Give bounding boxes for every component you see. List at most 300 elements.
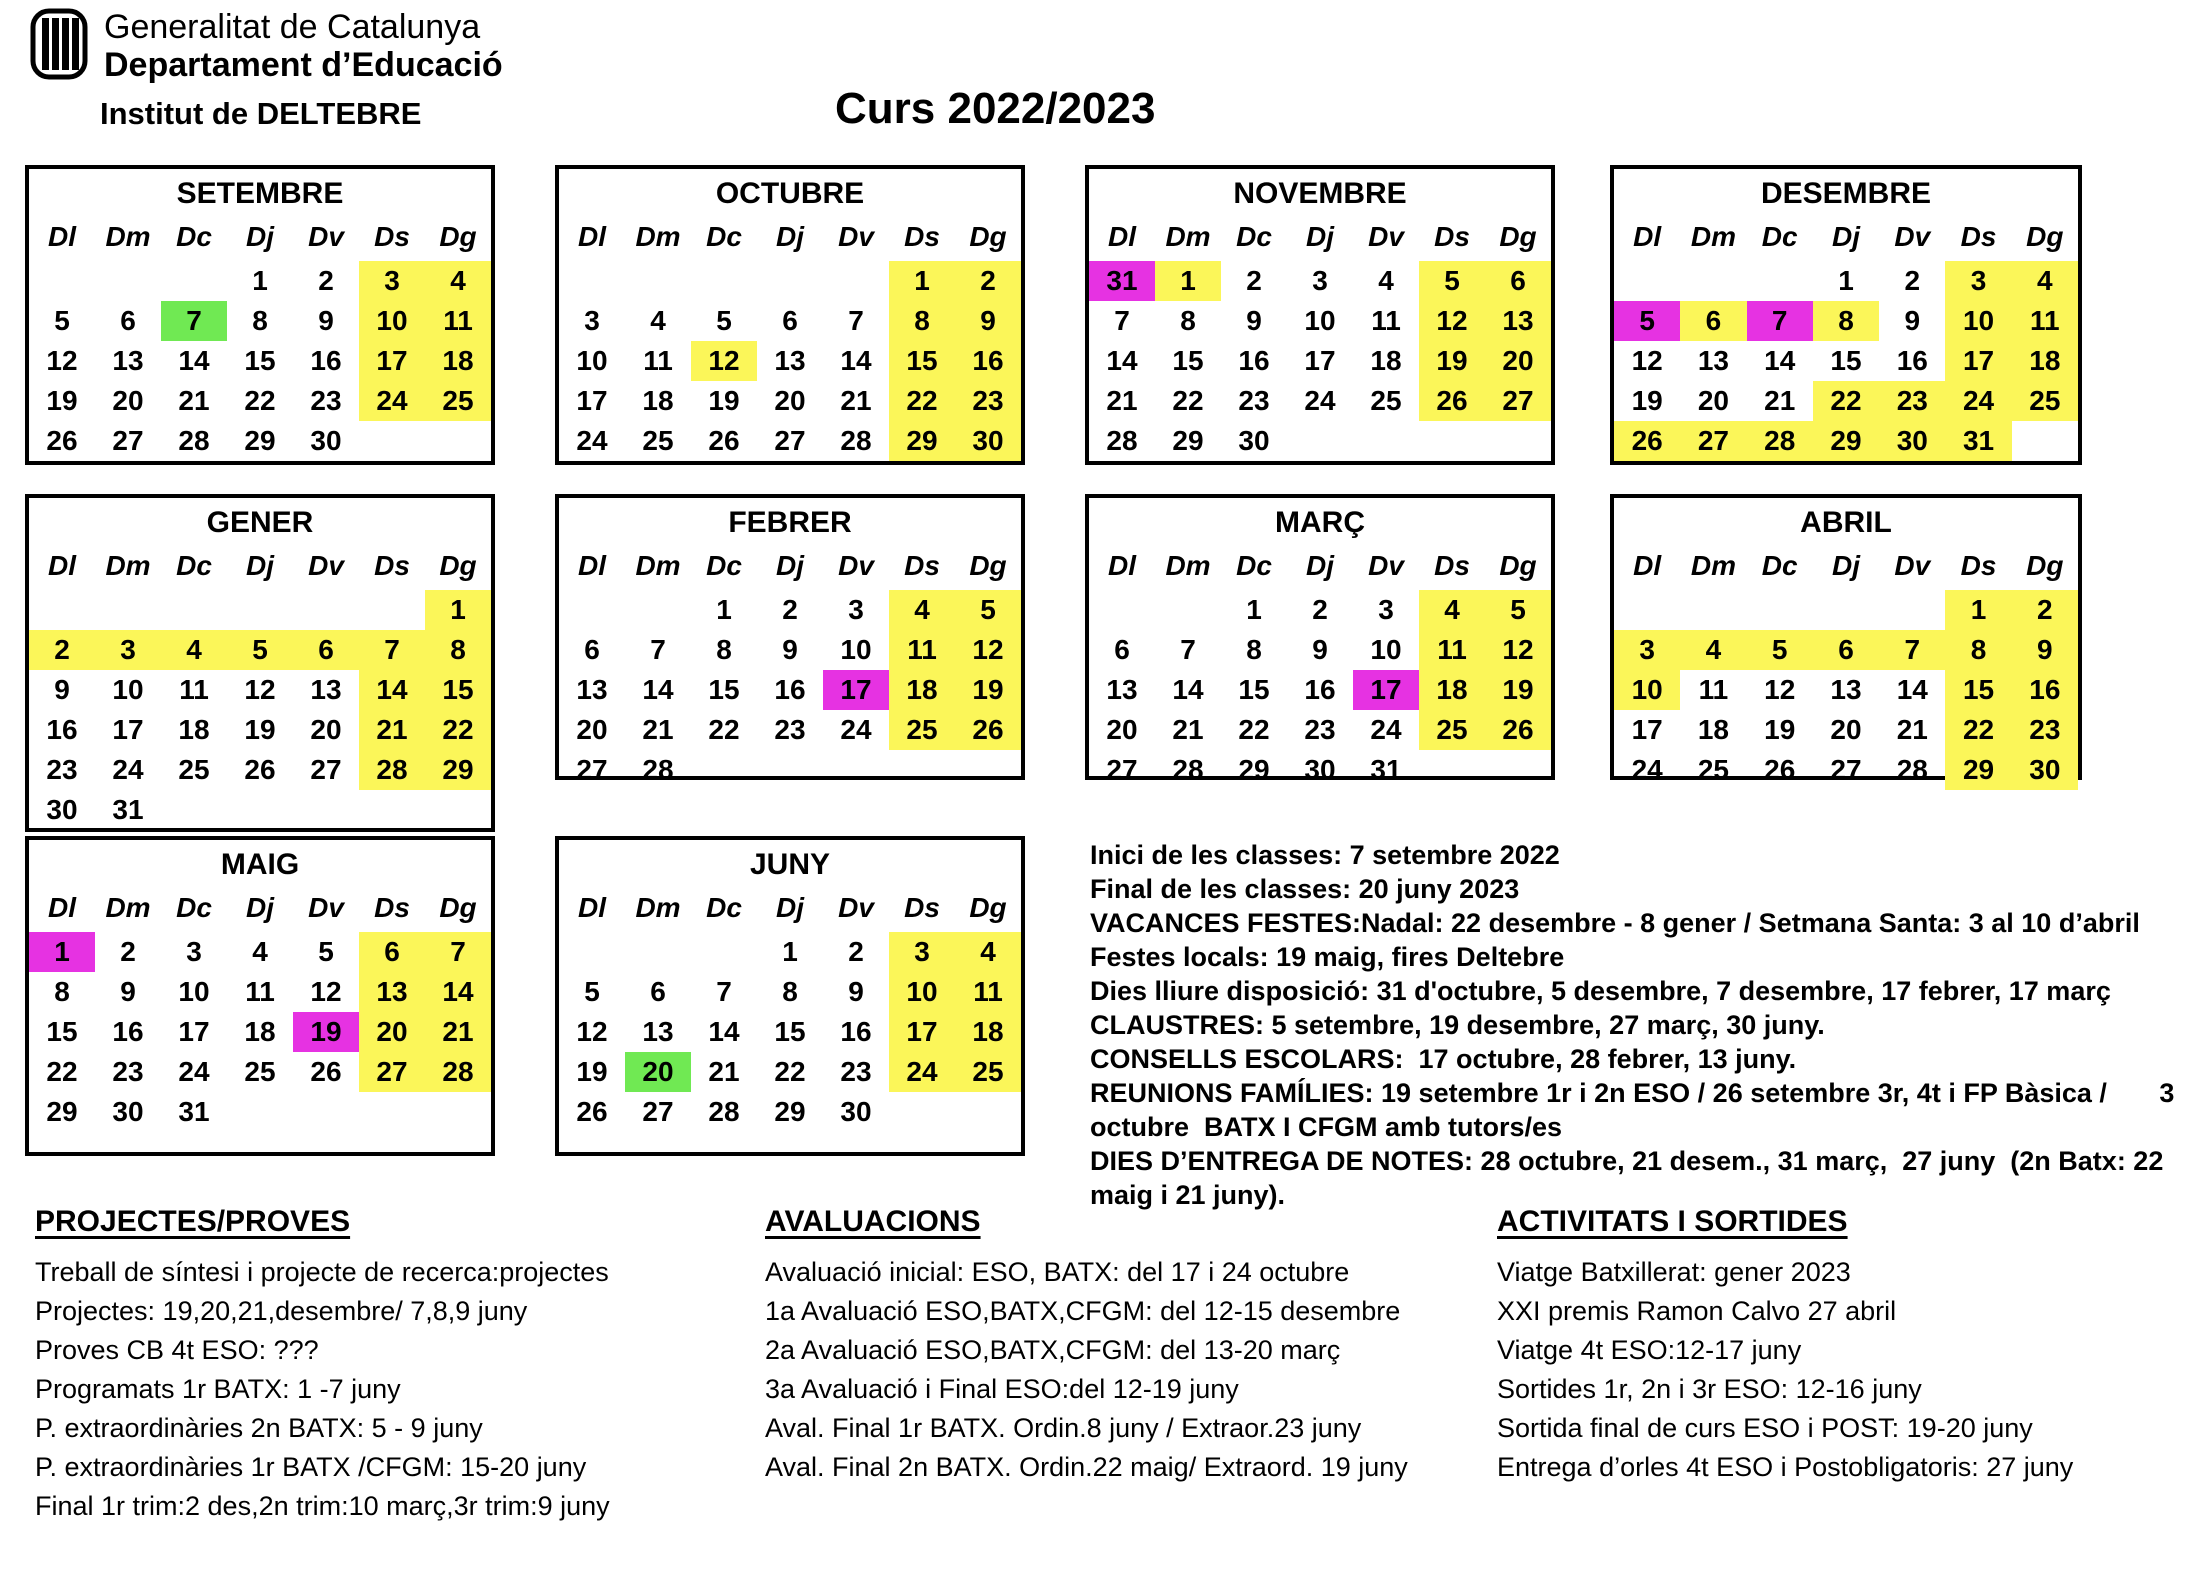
month-title: MARÇ — [1275, 506, 1365, 539]
month-title: ABRIL — [1800, 506, 1892, 539]
day-cell: 7 — [359, 630, 425, 670]
day-cell — [1747, 261, 1813, 301]
day-cell: 27 — [774, 425, 806, 456]
day-cell: 15 — [1172, 345, 1204, 376]
weekday-header: Dj — [246, 221, 274, 252]
day-cell: 25 — [2012, 381, 2078, 421]
day-cell: 22 — [889, 381, 955, 421]
school-name: Institut de DELTEBRE — [100, 96, 422, 131]
day-cell: 4 — [1419, 590, 1485, 630]
day-cell: 29 — [46, 1096, 78, 1127]
day-cell: 20 — [576, 714, 608, 745]
list-item: Sortides 1r, 2n i 3r ESO: 12-16 juny — [1497, 1374, 1922, 1404]
day-cell: 5 — [716, 305, 732, 336]
day-cell: 30 — [2012, 750, 2078, 790]
weekday-header: Dv — [308, 221, 344, 252]
weekday-header: Dc — [706, 892, 742, 923]
day-cell — [359, 1092, 425, 1132]
day-cell — [227, 1092, 293, 1132]
day-cell: 24 — [359, 381, 425, 421]
weekday-header: Dm — [1165, 550, 1211, 581]
day-cell: 14 — [708, 1016, 740, 1047]
info-line: CLAUSTRES: 5 setembre, 19 desembre, 27 març, 30 juny. — [1090, 1010, 1825, 1040]
day-cell: 17 — [889, 1012, 955, 1052]
list-item: Sortida final de curs ESO i POST: 19-20 juny — [1497, 1413, 2033, 1443]
day-cell: 22 — [708, 714, 740, 745]
page-title: Curs 2022/2023 — [835, 84, 1156, 133]
day-cell: 15 — [1945, 670, 2011, 710]
column-title: AVALUACIONS — [765, 1205, 981, 1238]
day-cell: 17 — [1304, 345, 1336, 376]
day-cell: 3 — [584, 305, 600, 336]
day-cell: 23 — [112, 1056, 144, 1087]
day-cell: 30 — [1304, 754, 1336, 785]
day-cell: 25 — [1419, 710, 1485, 750]
day-cell — [293, 590, 359, 630]
day-cell: 12 — [576, 1016, 608, 1047]
day-cell — [227, 790, 293, 830]
day-cell: 27 — [1680, 421, 1746, 461]
day-cell: 19 — [576, 1056, 608, 1087]
day-cell: 28 — [1172, 754, 1204, 785]
day-cell — [293, 1092, 359, 1132]
day-cell: 11 — [1698, 674, 1729, 705]
day-cell: 29 — [425, 750, 491, 790]
day-cell: 16 — [310, 345, 342, 376]
weekday-header: Ds — [1960, 550, 1997, 581]
day-cell: 20 — [1106, 714, 1138, 745]
day-cell: 22 — [1945, 710, 2011, 750]
day-cell: 12 — [244, 674, 276, 705]
day-cell — [359, 590, 425, 630]
day-cell: 27 — [1485, 381, 1551, 421]
day-cell: 22 — [1238, 714, 1270, 745]
day-cell: 22 — [244, 385, 276, 416]
day-cell: 27 — [310, 754, 342, 785]
weekday-header: Dm — [1165, 221, 1211, 252]
day-cell: 23 — [840, 1056, 872, 1087]
day-cell: 13 — [1485, 301, 1551, 341]
day-cell: 26 — [1614, 421, 1680, 461]
day-cell — [1353, 421, 1419, 461]
day-cell: 21 — [642, 714, 674, 745]
day-cell: 21 — [1106, 385, 1138, 416]
day-cell: 20 — [112, 385, 144, 416]
day-cell: 27 — [1106, 754, 1138, 785]
weekday-header: Dv — [1894, 221, 1931, 252]
day-cell: 19 — [708, 385, 740, 416]
day-cell: 31 — [178, 1096, 210, 1127]
day-cell: 8 — [425, 630, 491, 670]
day-cell: 11 — [179, 674, 209, 705]
day-cell: 5 — [1747, 630, 1813, 670]
day-cell: 7 — [1747, 301, 1813, 341]
day-cell: 23 — [310, 385, 342, 416]
day-cell — [691, 261, 757, 301]
day-cell: 1 — [1246, 594, 1262, 625]
day-cell: 13 — [359, 972, 425, 1012]
weekday-header: Ds — [1960, 221, 1997, 252]
weekday-header: Dg — [969, 550, 1007, 581]
day-cell: 9 — [1904, 305, 1921, 336]
day-cell — [359, 790, 425, 830]
day-cell: 10 — [1304, 305, 1336, 336]
day-cell: 13 — [1697, 345, 1729, 376]
day-cell: 14 — [359, 670, 425, 710]
weekday-header: Dg — [439, 892, 477, 923]
day-cell: 6 — [1813, 630, 1879, 670]
day-cell: 10 — [1370, 634, 1402, 665]
day-cell: 9 — [2012, 630, 2078, 670]
day-cell: 19 — [1485, 670, 1551, 710]
day-cell: 26 — [1419, 381, 1485, 421]
column-items — [1497, 1253, 2177, 1487]
list-item: Projectes: 19,20,21,desembre/ 7,8,9 juny — [35, 1296, 528, 1326]
day-cell: 24 — [576, 425, 608, 456]
day-cell: 22 — [425, 710, 491, 750]
day-cell: 30 — [1238, 425, 1270, 456]
weekday-header: Dv — [1368, 221, 1404, 252]
day-cell: 11 — [425, 301, 491, 341]
weekday-header: Dv — [308, 892, 344, 923]
day-cell: 13 — [112, 345, 144, 376]
day-cell: 5 — [318, 936, 334, 967]
day-cell — [1614, 590, 1680, 630]
day-cell: 10 — [1945, 301, 2011, 341]
month-gener — [25, 494, 495, 832]
day-cell: 16 — [46, 714, 78, 745]
day-cell: 20 — [359, 1012, 425, 1052]
day-cell: 19 — [955, 670, 1021, 710]
day-cell: 18 — [2012, 341, 2078, 381]
header-brand — [30, 8, 503, 84]
weekday-header: Dm — [1690, 221, 1736, 252]
day-cell — [1485, 750, 1551, 790]
day-cell: 15 — [774, 1016, 806, 1047]
day-cell: 14 — [1106, 345, 1138, 376]
month-febrer — [555, 494, 1025, 785]
list-item: 1a Avaluació ESO,BATX,CFGM: del 12-15 desembre — [765, 1296, 1401, 1326]
day-cell: 22 — [1813, 381, 1879, 421]
day-cell — [559, 932, 625, 972]
day-cell — [2012, 421, 2078, 461]
month-novembre — [1085, 165, 1555, 465]
day-cell: 24 — [178, 1056, 210, 1087]
day-cell: 20 — [1697, 385, 1729, 416]
day-cell: 12 — [1764, 674, 1796, 705]
day-cell: 8 — [716, 634, 732, 665]
day-cell: 4 — [1680, 630, 1746, 670]
day-cell: 10 — [840, 634, 872, 665]
day-cell: 5 — [1614, 301, 1680, 341]
day-cell: 24 — [1304, 385, 1336, 416]
day-cell: 26 — [244, 754, 276, 785]
month-desembre — [1610, 165, 2082, 465]
day-cell — [425, 1092, 491, 1132]
day-cell: 6 — [120, 305, 136, 336]
day-cell: 8 — [252, 305, 268, 336]
day-cell: 18 — [244, 1016, 276, 1047]
weekday-header: Ds — [1434, 550, 1470, 581]
weekday-header: Dv — [838, 221, 874, 252]
day-cell: 10 — [112, 674, 144, 705]
day-cell: 8 — [1945, 630, 2011, 670]
day-cell: 24 — [840, 714, 872, 745]
month-marc — [1085, 494, 1555, 785]
weekday-header: Ds — [904, 221, 940, 252]
month-title: SETEMBRE — [176, 177, 344, 210]
day-cell: 17 — [178, 1016, 210, 1047]
day-cell: 6 — [650, 976, 666, 1007]
day-cell: 22 — [774, 1056, 806, 1087]
day-cell: 26 — [1764, 754, 1796, 785]
day-cell: 1 — [1838, 265, 1854, 296]
day-cell: 1 — [252, 265, 268, 296]
column-title: PROJECTES/PROVES — [35, 1205, 351, 1238]
day-cell — [889, 1092, 955, 1132]
weekday-header: Dl — [1633, 550, 1662, 581]
weekday-header: Dl — [1633, 221, 1662, 252]
column-activitats-sortides — [1497, 1205, 2177, 1487]
day-cell: 4 — [161, 630, 227, 670]
weekday-header: Dj — [776, 221, 804, 252]
day-cell — [227, 590, 293, 630]
day-cell: 7 — [848, 305, 864, 336]
day-cell: 8 — [1813, 301, 1879, 341]
day-cell: 28 — [708, 1096, 740, 1127]
day-cell: 24 — [112, 754, 144, 785]
day-cell: 28 — [642, 754, 674, 785]
weekday-header: Dl — [48, 550, 76, 581]
day-cell: 21 — [178, 385, 210, 416]
day-cell: 13 — [310, 674, 342, 705]
list-item: P. extraordinàries 1r BATX /CFGM: 15-20 juny — [35, 1452, 587, 1482]
day-cell: 18 — [178, 714, 210, 745]
day-cell: 12 — [1631, 345, 1663, 376]
day-cell: 10 — [359, 301, 425, 341]
day-cell: 29 — [1238, 754, 1270, 785]
day-cell: 9 — [782, 634, 798, 665]
weekday-header: Dg — [1499, 221, 1537, 252]
day-cell: 25 — [955, 1052, 1021, 1092]
weekday-header: Dj — [1831, 221, 1860, 252]
day-cell: 10 — [576, 345, 608, 376]
list-item: Viatge Batxillerat: gener 2023 — [1497, 1257, 1851, 1287]
day-cell: 21 — [1764, 385, 1796, 416]
day-cell: 21 — [840, 385, 872, 416]
day-cell: 11 — [1419, 630, 1485, 670]
day-cell — [691, 932, 757, 972]
day-cell: 16 — [2012, 670, 2078, 710]
day-cell: 15 — [889, 341, 955, 381]
day-cell: 18 — [1419, 670, 1485, 710]
weekday-header: Ds — [1434, 221, 1470, 252]
day-cell: 3 — [889, 932, 955, 972]
day-cell: 23 — [46, 754, 78, 785]
weekday-header: Dj — [776, 550, 804, 581]
day-cell — [95, 590, 161, 630]
info-line: VACANCES FESTES:Nadal: 22 desembre - 8 gener / Setmana Santa: 3 al 10 d’abril — [1090, 908, 2140, 938]
day-cell: 28 — [840, 425, 872, 456]
day-cell: 18 — [1370, 345, 1402, 376]
day-cell: 16 — [112, 1016, 144, 1047]
day-cell: 7 — [161, 301, 227, 341]
day-cell: 20 — [1830, 714, 1862, 745]
day-cell: 8 — [1246, 634, 1262, 665]
month-juny — [555, 836, 1025, 1156]
day-cell: 2 — [848, 936, 864, 967]
weekday-header: Dl — [48, 221, 76, 252]
day-cell: 25 — [244, 1056, 276, 1087]
day-cell: 22 — [46, 1056, 78, 1087]
day-cell: 9 — [318, 305, 334, 336]
list-item: Programats 1r BATX: 1 -7 juny — [35, 1374, 401, 1404]
month-setembre — [25, 165, 495, 465]
day-cell: 11 — [1371, 305, 1401, 336]
info-line: REUNIONS FAMÍLIES: 19 setembre 1r i 2n ESO / 26 setembre 3r, 4t i FP Bàsica / 3 octubre BATX I CFGM amb tutors/es — [1090, 1078, 2182, 1142]
day-cell: 26 — [708, 425, 740, 456]
day-cell: 13 — [1830, 674, 1862, 705]
day-cell: 1 — [1155, 261, 1221, 301]
day-cell: 2 — [120, 936, 136, 967]
day-cell: 2 — [29, 630, 95, 670]
day-cell: 26 — [310, 1056, 342, 1087]
day-cell — [293, 790, 359, 830]
day-cell: 4 — [1378, 265, 1394, 296]
day-cell: 29 — [889, 421, 955, 461]
weekday-header: Dc — [176, 550, 212, 581]
list-item: Final 1r trim:2 des,2n trim:10 març,3r trim:9 juny — [35, 1491, 610, 1521]
weekday-header: Dl — [1108, 221, 1136, 252]
day-cell: 13 — [1106, 674, 1138, 705]
day-cell: 18 — [1697, 714, 1729, 745]
info-line: Final de les classes: 20 juny 2023 — [1090, 874, 1520, 904]
weekday-header: Dl — [48, 892, 76, 923]
day-cell: 7 — [1879, 630, 1945, 670]
day-cell: 14 — [1764, 345, 1796, 376]
day-cell: 3 — [95, 630, 161, 670]
list-item: XXI premis Ramon Calvo 27 abril — [1497, 1296, 1897, 1326]
day-cell: 26 — [46, 425, 78, 456]
day-cell — [625, 261, 691, 301]
day-cell: 31 — [1089, 261, 1155, 301]
column-avaluacions — [765, 1205, 1465, 1487]
month-grid — [1614, 546, 2078, 790]
day-cell: 9 — [1312, 634, 1328, 665]
weekday-header: Ds — [904, 892, 940, 923]
day-cell: 6 — [782, 305, 798, 336]
day-cell: 2 — [1312, 594, 1328, 625]
month-octubre — [555, 165, 1025, 465]
day-cell — [29, 590, 95, 630]
day-cell: 3 — [359, 261, 425, 301]
day-cell: 25 — [1370, 385, 1402, 416]
day-cell: 5 — [54, 305, 70, 336]
day-cell — [559, 590, 625, 630]
day-cell: 29 — [774, 1096, 806, 1127]
weekday-header: Dg — [969, 892, 1007, 923]
day-cell: 1 — [29, 932, 95, 972]
day-cell — [757, 261, 823, 301]
month-grid — [1089, 546, 1551, 790]
day-cell: 19 — [244, 714, 276, 745]
day-cell: 24 — [1631, 754, 1663, 785]
day-cell: 28 — [425, 1052, 491, 1092]
day-cell: 22 — [1172, 385, 1204, 416]
day-cell: 25 — [178, 754, 210, 785]
month-title: FEBRER — [728, 506, 852, 539]
day-cell: 18 — [955, 1012, 1021, 1052]
weekday-header: Dj — [1831, 550, 1860, 581]
day-cell: 17 — [576, 385, 608, 416]
day-cell: 16 — [955, 341, 1021, 381]
day-cell: 10 — [1614, 670, 1680, 710]
list-item: Entrega d’orles 4t ESO i Postobligatoris: 27 juny — [1497, 1452, 2074, 1482]
day-cell: 29 — [1813, 421, 1879, 461]
day-cell: 21 — [1896, 714, 1928, 745]
list-item: Aval. Final 1r BATX. Ordin.8 juny / Extraor.23 juny — [765, 1413, 1362, 1443]
day-cell: 3 — [1945, 261, 2011, 301]
month-grid — [29, 888, 491, 1132]
weekday-header: Dm — [105, 221, 151, 252]
info-line: Inici de les classes: 7 setembre 2022 — [1090, 840, 1560, 870]
weekday-header: Dj — [1306, 550, 1334, 581]
day-cell — [1747, 590, 1813, 630]
day-cell: 9 — [120, 976, 136, 1007]
month-grid — [559, 888, 1021, 1132]
day-cell: 11 — [889, 630, 955, 670]
org-name: Generalitat de Catalunya — [104, 8, 481, 46]
day-cell: 29 — [1172, 425, 1204, 456]
day-cell: 14 — [178, 345, 210, 376]
list-item: 3a Avaluació i Final ESO:del 12-19 juny — [765, 1374, 1239, 1404]
day-cell: 21 — [359, 710, 425, 750]
weekday-header: Ds — [374, 892, 410, 923]
weekday-header: Dg — [439, 221, 477, 252]
day-cell — [1485, 421, 1551, 461]
day-cell: 27 — [576, 754, 608, 785]
list-item: Proves CB 4t ESO: ??? — [35, 1335, 319, 1365]
day-cell: 9 — [955, 301, 1021, 341]
list-item: P. extraordinàries 2n BATX: 5 - 9 juny — [35, 1413, 483, 1443]
day-cell: 3 — [1614, 630, 1680, 670]
day-cell: 17 — [823, 670, 889, 710]
month-maig — [25, 836, 495, 1156]
weekday-header: Dv — [1368, 550, 1404, 581]
day-cell: 4 — [889, 590, 955, 630]
day-cell — [757, 750, 823, 790]
weekday-header: Dg — [439, 550, 477, 581]
day-cell — [1419, 750, 1485, 790]
day-cell: 14 — [1896, 674, 1928, 705]
day-cell: 10 — [889, 972, 955, 1012]
day-cell: 15 — [244, 345, 276, 376]
day-cell: 1 — [889, 261, 955, 301]
day-cell: 12 — [691, 341, 757, 381]
day-cell — [823, 261, 889, 301]
info-line: DIES D’ENTREGA DE NOTES: 28 octubre, 21 desem., 31 març, 27 juny (2n Batx: 22 maig i 21 juny). — [1090, 1146, 2171, 1210]
day-cell: 1 — [425, 590, 491, 630]
weekday-header: Dg — [2026, 550, 2064, 581]
weekday-header: Dv — [1894, 550, 1931, 581]
day-cell: 15 — [1830, 345, 1862, 376]
day-cell: 31 — [112, 794, 144, 825]
day-cell: 2 — [2012, 590, 2078, 630]
day-cell: 6 — [1114, 634, 1130, 665]
day-cell: 1 — [716, 594, 732, 625]
day-cell — [823, 750, 889, 790]
day-cell — [1419, 421, 1485, 461]
